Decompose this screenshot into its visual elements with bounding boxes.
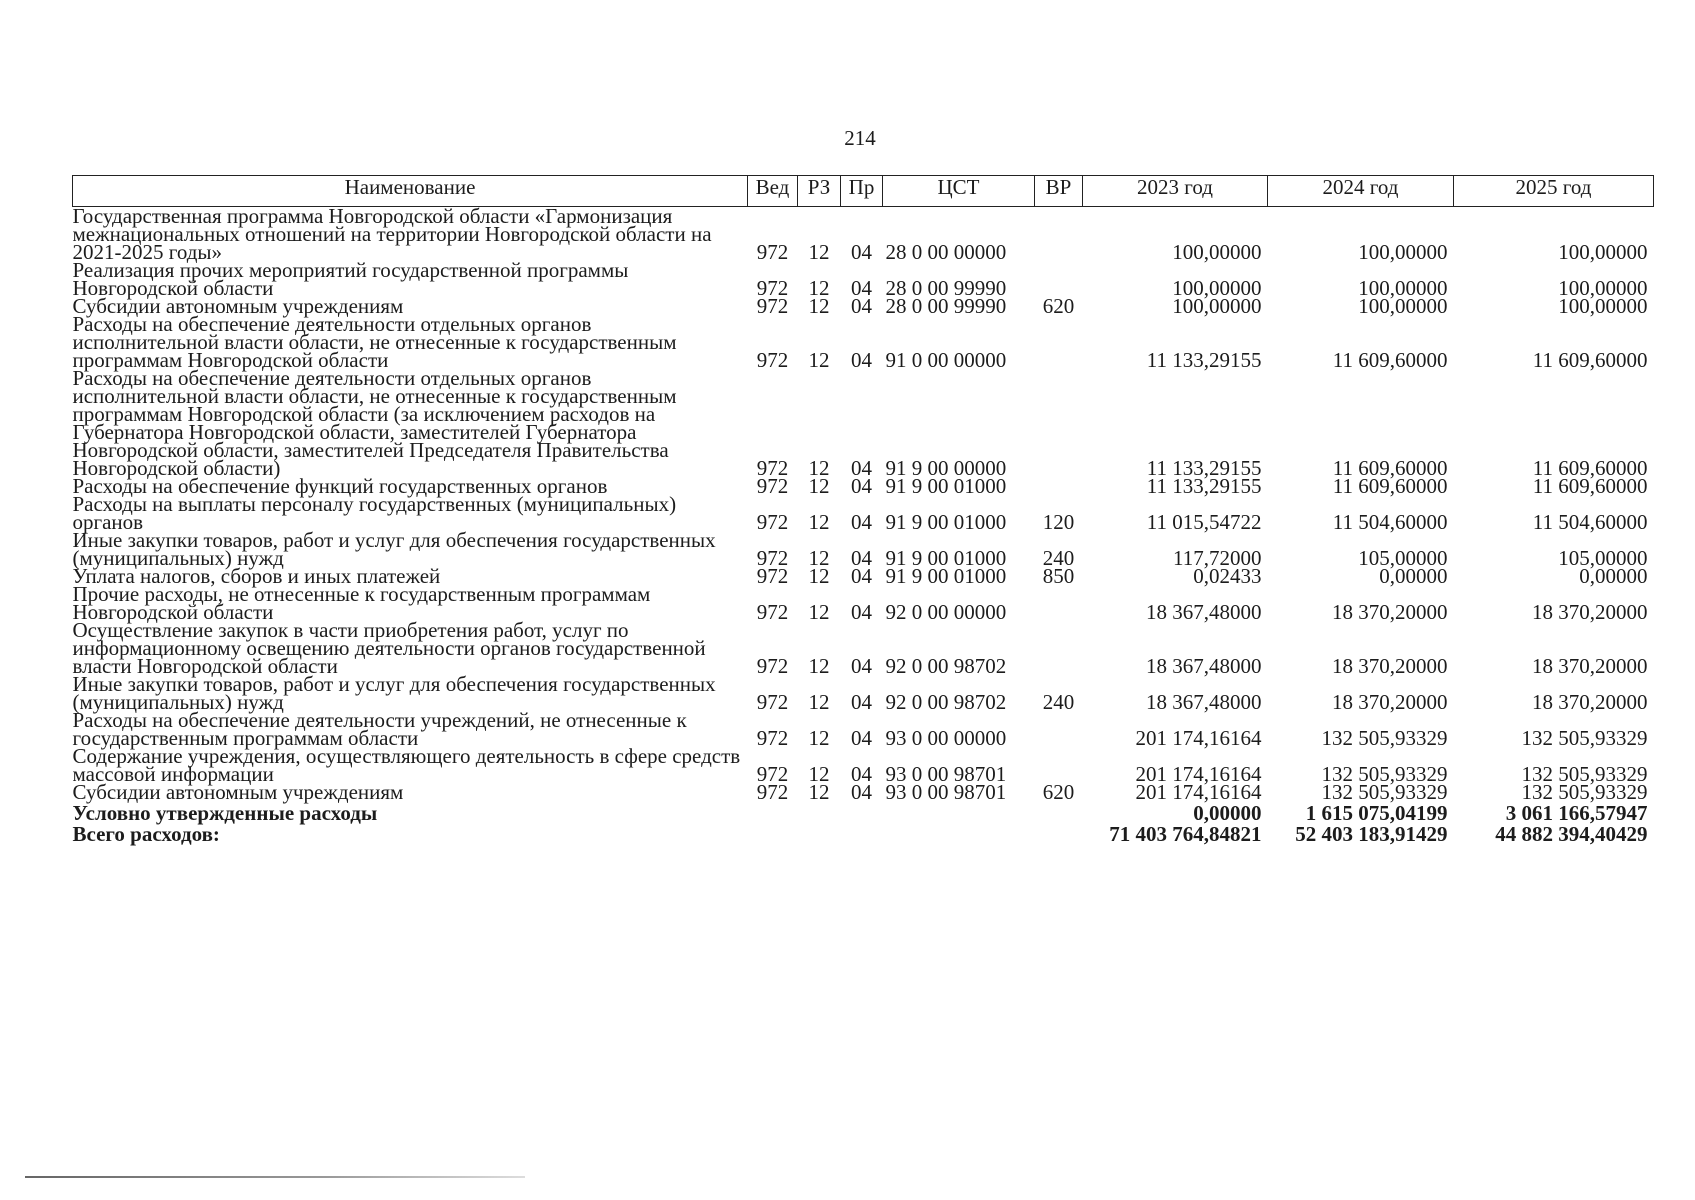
cell-pr: 04 (851, 276, 872, 300)
header-2023: 2023 год (1083, 176, 1268, 207)
table-row (73, 315, 1654, 369)
table-row (73, 585, 1654, 621)
cell-pr: 04 (851, 474, 872, 498)
cell-ved: 972 (756, 348, 789, 372)
cell-2023: 11 015,54722 (1146, 510, 1262, 534)
header-vr: ВР (1035, 176, 1083, 207)
cell-cst: 93 0 00 98701 (885, 780, 1007, 804)
table-row (73, 675, 1654, 711)
table-row (73, 783, 1654, 801)
cell-name: Иные закупки товаров, работ и услуг для обеспечения государственных (муниципальных) нужд (72, 672, 716, 714)
cell-2025: 132 505,93329 (1521, 726, 1648, 750)
cell-vr (1035, 747, 1083, 783)
cell-rz: 12 (808, 474, 830, 498)
cell-2024: 11 609,60000 (1332, 456, 1448, 480)
cell-2025: 0,00000 (1579, 564, 1648, 588)
cell-2025: 11 504,60000 (1532, 510, 1648, 534)
cell-2025: 105,00000 (1558, 546, 1648, 570)
total-2023: 71 403 764,84821 (1109, 822, 1262, 846)
cell-cst: 28 0 00 99990 (885, 294, 1007, 318)
cell-2023: 11 133,29155 (1146, 474, 1262, 498)
cell-2024: 18 370,20000 (1332, 600, 1448, 624)
cell-ved: 972 (756, 546, 789, 570)
cell-name: Расходы на обеспечение функций государственных органов (72, 474, 608, 498)
table-row (73, 369, 1654, 477)
cell-2023: 18 367,48000 (1146, 690, 1262, 714)
cell-cst: 91 9 00 00000 (885, 456, 1007, 480)
cell-2024: 132 505,93329 (1321, 780, 1448, 804)
cell-rz: 12 (808, 690, 830, 714)
total-2025: 44 882 394,40429 (1495, 822, 1648, 846)
cell-2023: 117,72000 (1173, 546, 1262, 570)
cell-name: Реализация прочих мероприятий государственной программы Новгородской области (72, 258, 629, 300)
header-2024: 2024 год (1268, 176, 1454, 207)
empty-cell (841, 801, 883, 822)
empty-cell (748, 822, 798, 843)
cell-name: Осуществление закупок в части приобретения работ, услуг по информационному освещению деятельности органов государственной власти Новгородской области (72, 618, 706, 678)
cell-cst: 28 0 00 00000 (885, 240, 1007, 264)
cell-2024: 100,00000 (1358, 240, 1448, 264)
cell-vr: 850 (1042, 564, 1075, 588)
cell-pr: 04 (851, 240, 872, 264)
cell-ved: 972 (756, 726, 789, 750)
table-body (72, 204, 1654, 846)
cell-vr (1035, 711, 1083, 747)
empty-cell (883, 822, 1035, 843)
header-name: Наименование (73, 176, 748, 207)
cell-pr: 04 (851, 456, 872, 480)
table-row (73, 711, 1654, 747)
cell-ved: 972 (756, 456, 789, 480)
cell-name: Расходы на обеспечение деятельности отдельных органов исполнительной власти области, не отнесенные к государственным программам Новгородской области (за исключением расходов на Губернатора Новгородской области, заместителей Губернатора Новгородской области, заместителей Председателя Правительства Новгородской области) (72, 366, 677, 480)
empty-cell (748, 801, 798, 822)
cell-pr: 04 (851, 294, 872, 318)
cell-vr (1035, 621, 1083, 675)
cell-2023: 201 174,16164 (1135, 780, 1262, 804)
cell-2025: 132 505,93329 (1521, 762, 1648, 786)
cell-pr: 04 (851, 564, 872, 588)
cell-2025: 100,00000 (1558, 294, 1648, 318)
cell-rz: 12 (808, 780, 830, 804)
budget-table (72, 175, 1654, 846)
total-label: Условно утвержденные расходы (72, 801, 378, 825)
header-cst: ЦСТ (883, 176, 1035, 207)
cell-ved: 972 (756, 654, 789, 678)
cell-ved: 972 (756, 600, 789, 624)
cell-vr (1035, 315, 1083, 369)
cell-name: Расходы на обеспечение деятельности учреждений, не отнесенные к государственным программам области (72, 708, 687, 750)
cell-vr: 240 (1042, 546, 1075, 570)
scan-artifact-line (25, 1176, 525, 1178)
cell-2024: 105,00000 (1358, 546, 1448, 570)
cell-pr: 04 (851, 546, 872, 570)
cell-2024: 11 504,60000 (1332, 510, 1448, 534)
cell-name: Субсидии автономным учреждениям (72, 780, 404, 804)
cell-pr: 04 (851, 600, 872, 624)
cell-ved: 972 (756, 564, 789, 588)
cell-ved: 972 (756, 690, 789, 714)
cell-2023: 11 133,29155 (1146, 348, 1262, 372)
cell-ved: 972 (756, 294, 789, 318)
cell-2023: 18 367,48000 (1146, 600, 1262, 624)
cell-2024: 100,00000 (1358, 276, 1448, 300)
cell-cst: 91 9 00 01000 (885, 474, 1007, 498)
cell-ved: 972 (756, 510, 789, 534)
table-row (73, 531, 1654, 567)
header-2025: 2025 год (1454, 176, 1654, 207)
header-pr: Пр (841, 176, 883, 207)
cell-2024: 11 609,60000 (1332, 348, 1448, 372)
empty-cell (798, 822, 841, 843)
page-number: 214 (844, 126, 876, 150)
cell-vr (1035, 369, 1083, 477)
cell-cst: 93 0 00 00000 (885, 726, 1007, 750)
empty-cell (841, 822, 883, 843)
cell-name: Государственная программа Новгородской области «Гармонизация межнациональных отношений на территории Новгородской области на 2021-2025 годы» (72, 204, 712, 264)
cell-cst: 91 9 00 01000 (885, 564, 1007, 588)
cell-2023: 201 174,16164 (1135, 726, 1262, 750)
total-2024: 52 403 183,91429 (1295, 822, 1448, 846)
cell-name: Уплата налогов, сборов и иных платежей (72, 564, 441, 588)
cell-2024: 0,00000 (1379, 564, 1448, 588)
cell-2023: 11 133,29155 (1146, 456, 1262, 480)
cell-2024: 11 609,60000 (1332, 474, 1448, 498)
cell-vr: 120 (1042, 510, 1075, 534)
total-row (73, 801, 1654, 822)
cell-cst: 93 0 00 98701 (885, 762, 1007, 786)
cell-2025: 11 609,60000 (1532, 474, 1648, 498)
cell-2023: 100,00000 (1172, 294, 1262, 318)
table-header (73, 176, 1654, 207)
cell-2025: 18 370,20000 (1532, 690, 1648, 714)
cell-name: Субсидии автономным учреждениям (72, 294, 404, 318)
cell-vr (1035, 261, 1083, 297)
cell-rz: 12 (808, 348, 830, 372)
cell-vr: 620 (1042, 780, 1075, 804)
cell-rz: 12 (808, 276, 830, 300)
cell-vr (1035, 585, 1083, 621)
cell-pr: 04 (851, 348, 872, 372)
cell-cst: 92 0 00 98702 (885, 654, 1007, 678)
cell-name: Расходы на выплаты персоналу государственных (муниципальных) органов (72, 492, 677, 534)
total-2024: 1 615 075,04199 (1305, 801, 1448, 825)
cell-name: Расходы на обеспечение деятельности отдельных органов исполнительной власти области, не отнесенные к государственным программам Новгородской области (72, 312, 677, 372)
header-rz: РЗ (798, 176, 841, 207)
total-label: Всего расходов: (72, 822, 220, 846)
cell-pr: 04 (851, 780, 872, 804)
cell-cst: 91 0 00 00000 (885, 348, 1007, 372)
cell-rz: 12 (808, 564, 830, 588)
cell-ved: 972 (756, 276, 789, 300)
cell-pr: 04 (851, 726, 872, 750)
cell-name: Прочие расходы, не отнесенные к государственным программам Новгородской области (72, 582, 651, 624)
cell-2025: 18 370,20000 (1532, 654, 1648, 678)
cell-2024: 18 370,20000 (1332, 654, 1448, 678)
cell-2025: 18 370,20000 (1532, 600, 1648, 624)
cell-2025: 11 609,60000 (1532, 348, 1648, 372)
cell-2025: 100,00000 (1558, 276, 1648, 300)
cell-pr: 04 (851, 510, 872, 534)
cell-2025: 132 505,93329 (1521, 780, 1648, 804)
cell-name: Иные закупки товаров, работ и услуг для обеспечения государственных (муниципальных) нужд (72, 528, 716, 570)
table-row (73, 621, 1654, 675)
empty-cell (883, 801, 1035, 822)
total-2023: 0,00000 (1193, 801, 1262, 825)
cell-2023: 0,02433 (1193, 564, 1262, 588)
total-2025: 3 061 166,57947 (1505, 801, 1648, 825)
cell-rz: 12 (808, 546, 830, 570)
cell-ved: 972 (756, 240, 789, 264)
cell-rz: 12 (808, 762, 830, 786)
cell-2024: 18 370,20000 (1332, 690, 1448, 714)
cell-pr: 04 (851, 762, 872, 786)
cell-ved: 972 (756, 780, 789, 804)
cell-2023: 18 367,48000 (1146, 654, 1262, 678)
cell-vr (1035, 207, 1083, 262)
cell-2024: 100,00000 (1358, 294, 1448, 318)
cell-rz: 12 (808, 600, 830, 624)
table-row (73, 207, 1654, 262)
empty-cell (1035, 801, 1083, 822)
cell-ved: 972 (756, 762, 789, 786)
cell-rz: 12 (808, 294, 830, 318)
cell-vr: 240 (1042, 690, 1075, 714)
empty-cell (1035, 822, 1083, 843)
cell-2024: 132 505,93329 (1321, 762, 1448, 786)
cell-pr: 04 (851, 690, 872, 714)
cell-rz: 12 (808, 456, 830, 480)
cell-rz: 12 (808, 654, 830, 678)
cell-rz: 12 (808, 726, 830, 750)
cell-2025: 11 609,60000 (1532, 456, 1648, 480)
cell-2023: 100,00000 (1172, 276, 1262, 300)
cell-rz: 12 (808, 240, 830, 264)
cell-vr (1035, 477, 1083, 495)
cell-pr: 04 (851, 654, 872, 678)
cell-2024: 132 505,93329 (1321, 726, 1448, 750)
table-row (73, 747, 1654, 783)
cell-ved: 972 (756, 474, 789, 498)
cell-cst: 28 0 00 99990 (885, 276, 1007, 300)
cell-2025: 100,00000 (1558, 240, 1648, 264)
header-ved: Вед (748, 176, 798, 207)
cell-2023: 201 174,16164 (1135, 762, 1262, 786)
cell-cst: 91 9 00 01000 (885, 546, 1007, 570)
cell-2023: 100,00000 (1172, 240, 1262, 264)
cell-name: Содержание учреждения, осуществляющего деятельность в сфере средств массовой информации (72, 744, 741, 786)
total-row (73, 822, 1654, 843)
cell-vr: 620 (1042, 294, 1075, 318)
cell-cst: 91 9 00 01000 (885, 510, 1007, 534)
cell-rz: 12 (808, 510, 830, 534)
cell-cst: 92 0 00 98702 (885, 690, 1007, 714)
table-row (73, 261, 1654, 297)
empty-cell (798, 801, 841, 822)
cell-cst: 92 0 00 00000 (885, 600, 1007, 624)
table-row (73, 495, 1654, 531)
